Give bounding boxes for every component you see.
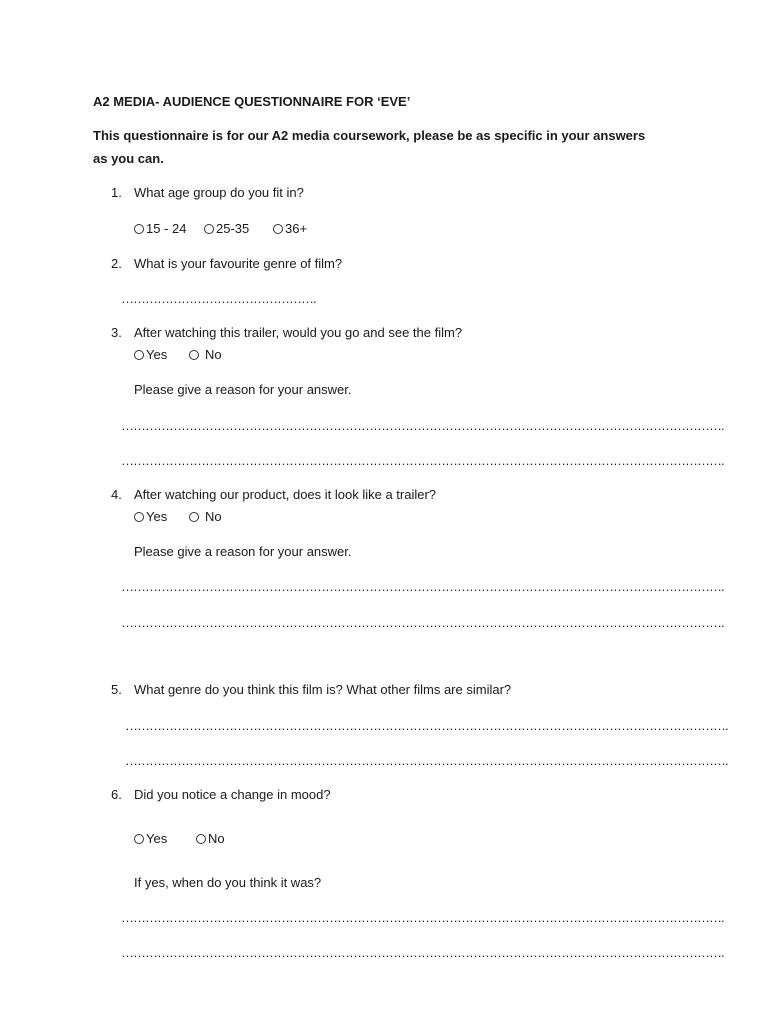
radio-label: Yes [146,509,168,524]
question-6-text: Did you notice a change in mood? [134,787,331,802]
radio-label: No [205,347,222,362]
radio-label: No [208,831,225,846]
radio-label: 25-35 [216,221,250,236]
intro-line-1: This questionnaire is for our A2 media coursework, please be as specific in your answers [93,128,646,143]
answer-line-q5-2[interactable]: ……………………………………………………………………………………………………………………………………. [125,753,728,768]
question-4-text: After watching our product, does it look like a trailer? [134,487,437,502]
question-3-text: After watching this trailer, would you go and see the film? [134,325,463,340]
intro-line-2: as you can. [93,151,164,166]
answer-line-q3-2[interactable]: ……………………………………………………………………………………………………………………………………. [121,453,724,468]
question-2-number: 2. [111,256,122,271]
radio-label: Yes [146,347,168,362]
radio-circle-icon [204,224,214,234]
radio-label: Yes [146,831,168,846]
radio-q6-no[interactable] [196,831,225,847]
answer-line-q6-2[interactable]: ……………………………………………………………………………………………………………………………………. [121,945,724,960]
question-3-number: 3. [111,325,122,340]
question-2-text: What is your favourite genre of film? [134,256,343,271]
page-title: A2 MEDIA- AUDIENCE QUESTIONNAIRE FOR ‘EVE’ [93,94,411,109]
radio-circle-icon [189,350,199,360]
radio-circle-icon [273,224,283,234]
radio-q6-yes[interactable] [134,831,167,847]
answer-line-q3-1[interactable]: ……………………………………………………………………………………………………………………………………. [121,418,724,433]
radio-age-36-plus[interactable] [273,221,307,237]
radio-label: No [205,509,222,524]
question-1-text: What age group do you fit in? [134,185,304,200]
radio-circle-icon [189,512,199,522]
answer-line-q6-1[interactable]: ……………………………………………………………………………………………………………………………………. [121,910,724,925]
radio-q4-no[interactable] [189,509,222,525]
question-5-number: 5. [111,682,122,697]
answer-line-q2[interactable]: …………………………………………. [121,291,316,306]
answer-line-q4-2[interactable]: ……………………………………………………………………………………………………………………………………. [121,615,724,630]
reason-prompt-q3: Please give a reason for your answer. [134,382,352,397]
question-6-number: 6. [111,787,122,802]
radio-age-15-24[interactable] [134,221,186,237]
radio-circle-icon [134,224,144,234]
radio-circle-icon [134,512,144,522]
radio-circle-icon [196,834,206,844]
radio-circle-icon [134,350,144,360]
radio-q3-yes[interactable] [134,347,167,363]
radio-circle-icon [134,834,144,844]
followup-prompt-q6: If yes, when do you think it was? [134,875,322,890]
radio-label: 15 - 24 [146,221,187,236]
radio-label: 36+ [285,221,308,236]
reason-prompt-q4: Please give a reason for your answer. [134,544,352,559]
answer-line-q4-1[interactable]: ……………………………………………………………………………………………………………………………………. [121,579,724,594]
question-4-number: 4. [111,487,122,502]
question-1-number: 1. [111,185,122,200]
question-5-text: What genre do you think this film is? What other films are similar? [134,682,512,697]
answer-line-q5-1[interactable]: ……………………………………………………………………………………………………………………………………. [125,718,728,733]
radio-age-25-35[interactable] [204,221,249,237]
radio-q3-no[interactable] [189,347,222,363]
radio-q4-yes[interactable] [134,509,167,525]
